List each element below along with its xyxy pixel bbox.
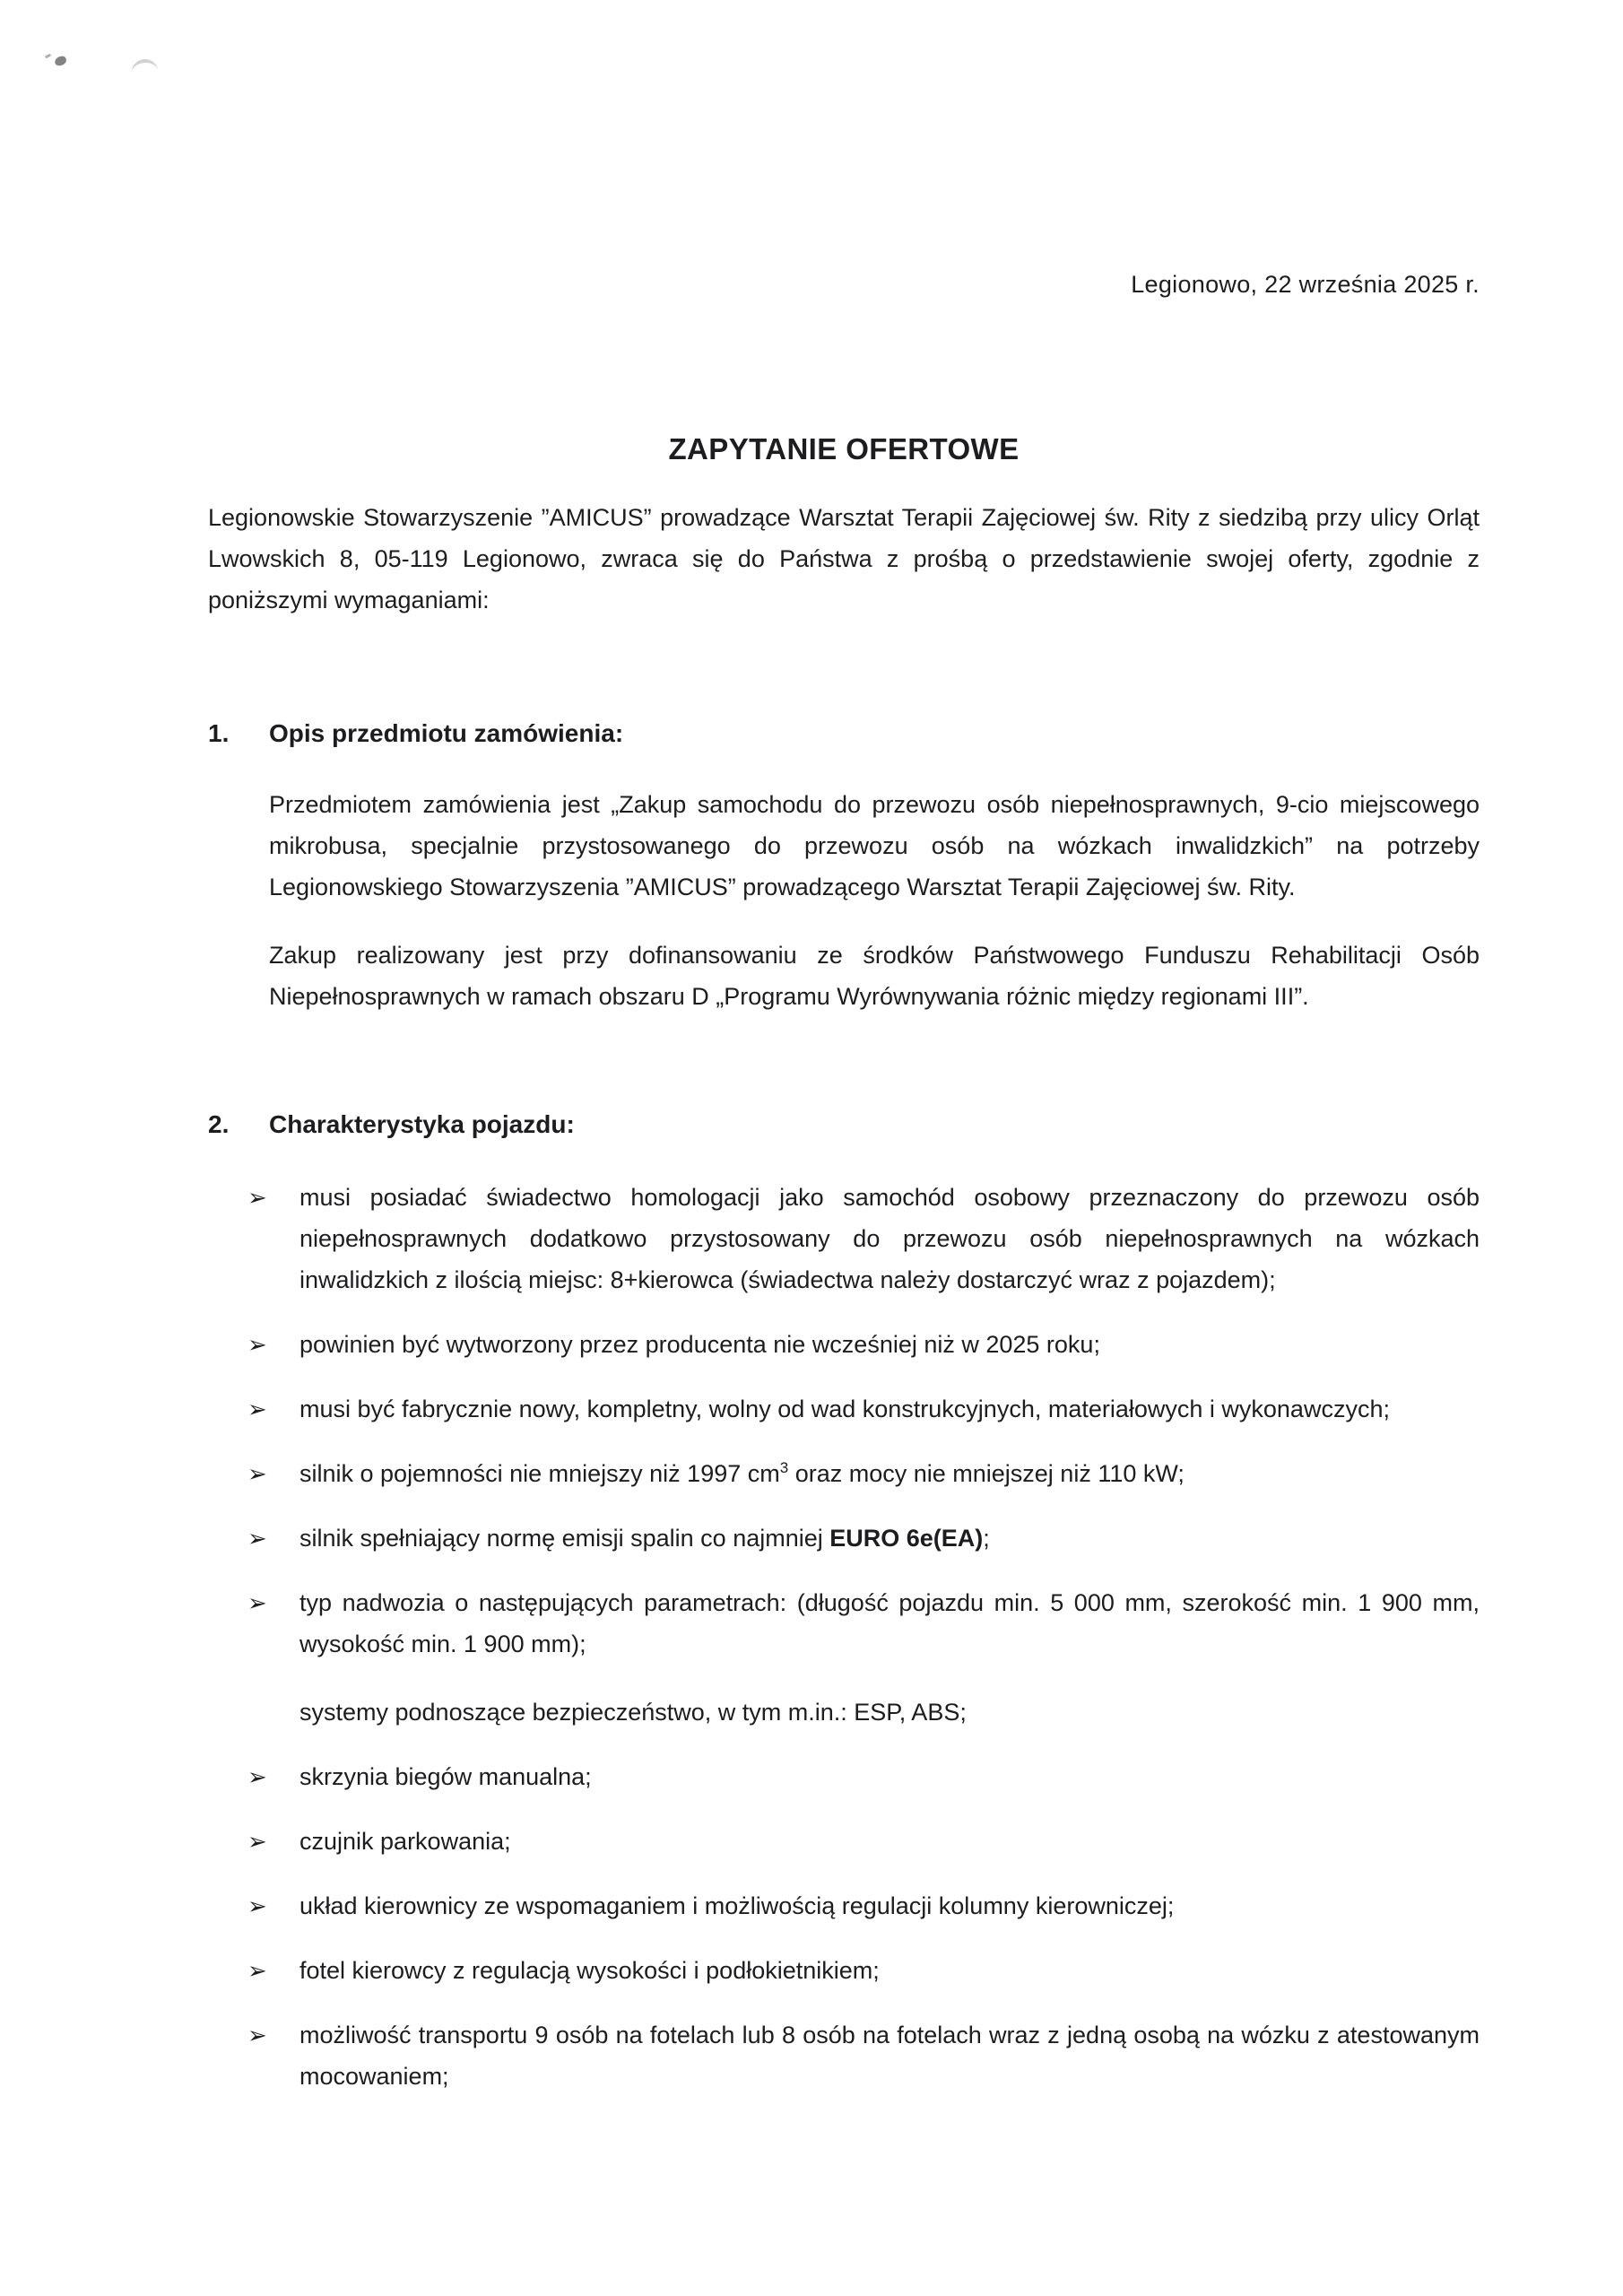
section-2-title: Charakterystyka pojazdu: bbox=[269, 1110, 575, 1138]
section-1-heading bbox=[208, 716, 1480, 752]
intro-paragraph: Legionowskie Stowarzyszenie ”AMICUS” prowadzące Warsztat Terapii Zajęciowej św. Rity z siedzibą przy ulicy Orląt Lwowskich 8, 05-119 Legionowo, zwraca się do Państwa z prośbą o przedstawienie swojej oferty, zgodnie z poniższymi wymaganiami: bbox=[208, 504, 1480, 613]
arrow-bullet-icon: ➢ bbox=[247, 1525, 267, 1552]
superscript-3: 3 bbox=[779, 1459, 789, 1476]
arrow-bullet-icon: ➢ bbox=[247, 1460, 267, 1487]
requirement-text: musi posiadać świadectwo homologacji jako samochód osobowy przeznaczony do przewozu osób niepełnosprawnych dodatkowo przystosowany do przewozu osób niepełnosprawnych na wózkach inwalidzkich z ilością miejsc: 8+kierowca (świadectwa należy dostarczyć wraz z pojazdem); bbox=[299, 1184, 1480, 1293]
arrow-bullet-icon: ➢ bbox=[247, 1396, 267, 1422]
document-title: ZAPYTANIE OFERTOWE bbox=[668, 432, 1020, 465]
requirement-text: czujnik parkowania; bbox=[299, 1828, 511, 1855]
arrow-bullet-icon: ➢ bbox=[247, 1589, 267, 1616]
list-item bbox=[208, 1885, 1480, 1926]
requirement-text: powinien być wytworzony przez producenta nie wcześniej niż w 2025 roku; bbox=[299, 1331, 1100, 1358]
arrow-bullet-icon: ➢ bbox=[247, 1828, 267, 1855]
list-item bbox=[208, 1324, 1480, 1365]
requirement-text: silnik spełniający normę emisji spalin co najmniej EURO 6e(EA); bbox=[299, 1525, 990, 1552]
arrow-bullet-icon: ➢ bbox=[247, 1184, 267, 1211]
requirement-text: musi być fabrycznie nowy, kompletny, wolny od wad konstrukcyjnych, materiałowych i wykonawczych; bbox=[299, 1396, 1390, 1422]
requirement-text: skrzynia biegów manualna; bbox=[299, 1763, 592, 1790]
list-item bbox=[208, 1177, 1480, 1300]
list-item bbox=[208, 1950, 1480, 1991]
vehicle-requirements-list bbox=[208, 1177, 1480, 2097]
list-item bbox=[208, 1453, 1480, 1494]
emission-norm-bold: EURO 6e(EA) bbox=[829, 1525, 984, 1552]
section-1-paragraph: Przedmiotem zamówienia jest „Zakup samochodu do przewozu osób niepełnosprawnych, 9-cio miejscowego mikrobusa, specjalnie przystosowanego do przewozu osób na wózkach inwalidzkich” na potrzeby Legionowskiego Stowarzyszenia ”AMICUS” prowadzącego Warsztat Terapii Zajęciowej św. Rity. bbox=[269, 791, 1480, 900]
section-1-paragraph: Zakup realizowany jest przy dofinansowaniu ze środków Państwowego Funduszu Rehabilitacji Osób Niepełnosprawnych w ramach obszaru D „Programu Wyrównywania różnic między regionami III”. bbox=[269, 942, 1480, 1010]
section-2 bbox=[208, 1107, 1480, 2097]
list-item bbox=[208, 1582, 1480, 1733]
requirement-text: silnik o pojemności nie mniejszy niż 1997 $cm^3$ oraz mocy nie mniejszej niż 110 kW; bbox=[299, 1459, 1185, 1487]
scan-arc-mark bbox=[130, 58, 158, 74]
requirement-text: fotel kierowcy z regulacją wysokości i podłokietnikiem; bbox=[299, 1957, 880, 1984]
list-item bbox=[208, 2014, 1480, 2097]
list-item bbox=[208, 1821, 1480, 1862]
arrow-bullet-icon: ➢ bbox=[247, 2022, 267, 2048]
arrow-bullet-icon: ➢ bbox=[247, 1763, 267, 1790]
list-item bbox=[208, 1388, 1480, 1430]
arrow-bullet-icon: ➢ bbox=[247, 1331, 267, 1358]
section-2-number: 2. bbox=[208, 1110, 230, 1138]
list-item bbox=[208, 1756, 1480, 1797]
arrow-bullet-icon: ➢ bbox=[247, 1892, 267, 1919]
arrow-bullet-icon: ➢ bbox=[247, 1957, 267, 1984]
requirement-subline: systemy podnoszące bezpieczeństwo, w tym m.in.: ESP, ABS; bbox=[299, 1699, 967, 1726]
section-2-heading bbox=[208, 1107, 1480, 1143]
document-place-date: Legionowo, 22 września 2025 r. bbox=[1131, 271, 1480, 298]
section-1 bbox=[208, 716, 1480, 1017]
scan-smudge-mark bbox=[45, 54, 68, 68]
list-item bbox=[208, 1518, 1480, 1559]
requirement-text: typ nadwozia o następujących parametrach: (długość pojazdu min. 5 000 mm, szerokość min. 1 900 mm, wysokość min. 1 900 mm); bbox=[299, 1589, 1480, 1657]
requirement-text: możliwość transportu 9 osób na fotelach lub 8 osób na fotelach wraz z jedną osobą na wózku z atestowanym mocowaniem; bbox=[299, 2022, 1480, 2090]
section-1-title: Opis przedmiotu zamówienia: bbox=[269, 719, 624, 747]
document-content bbox=[208, 0, 1480, 2097]
requirement-text: układ kierownicy ze wspomaganiem i możliwością regulacji kolumny kierowniczej; bbox=[299, 1892, 1175, 1919]
section-1-number: 1. bbox=[208, 719, 230, 747]
